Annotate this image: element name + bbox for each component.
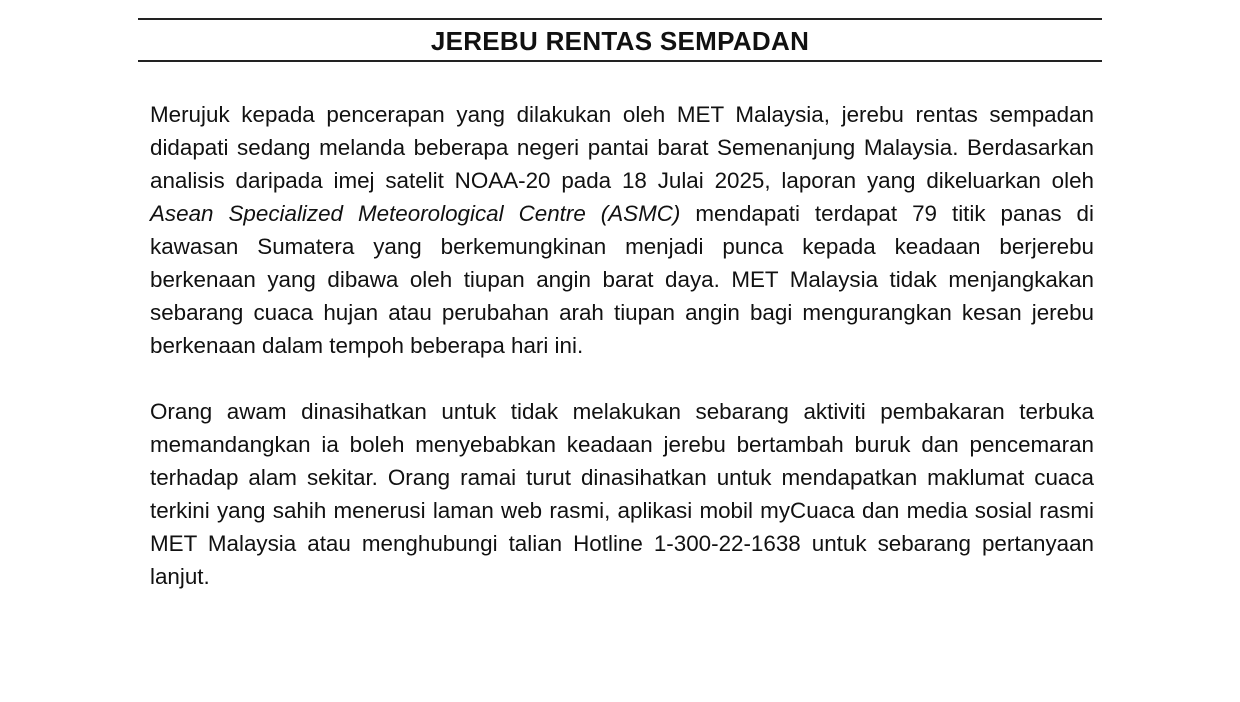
paragraph-public-advisory: Orang awam dinasihatkan untuk tidak melakukan sebarang aktiviti pembakaran terbuka memandangkan ia boleh menyebabkan keadaan jerebu bertambah buruk dan pencemaran terhadap alam sekitar. Orang ramai turut dinasihatkan untuk mendapatkan maklumat cuaca terkini yang sahih menerusi laman web rasmi, aplikasi mobil myCuaca dan media sosial rasmi MET Malaysia atau menghubungi talian Hotline 1-300-22-1638 untuk sebarang pertanyaan lanjut.: [150, 399, 1094, 589]
paragraph-haze-observation: [150, 98, 1094, 362]
document-title: JEREBU RENTAS SEMPADAN: [430, 26, 810, 56]
document-body: [150, 98, 1094, 593]
paragraph-1-text-start: Merujuk kepada pencerapan yang dilakukan oleh MET Malaysia, jerebu rentas sempadan didapati sedang melanda beberapa negeri pantai barat Semenanjung Malaysia. Berdasarkan analisis daripada imej satelit NOAA-20 pada 18 Julai 2025, laporan yang dikeluarkan oleh: [150, 102, 1094, 193]
title-top-rule: [138, 18, 1102, 20]
paragraph-1-text-end: mendapati terdapat 79 titik panas di kawasan Sumatera yang berkemungkinan menjadi punca kepada keadaan berjerebu berkenaan yang dibawa oleh tiupan angin barat daya. MET Malaysia tidak menjangkakan sebarang cuaca hujan atau perubahan arah tiupan angin bagi mengurangkan kesan jerebu berkenaan dalam tempoh beberapa hari ini.: [150, 201, 1094, 358]
title-bottom-rule: [138, 60, 1102, 62]
asmc-name: Asean Specialized Meteorological Centre (ASMC): [150, 201, 681, 226]
